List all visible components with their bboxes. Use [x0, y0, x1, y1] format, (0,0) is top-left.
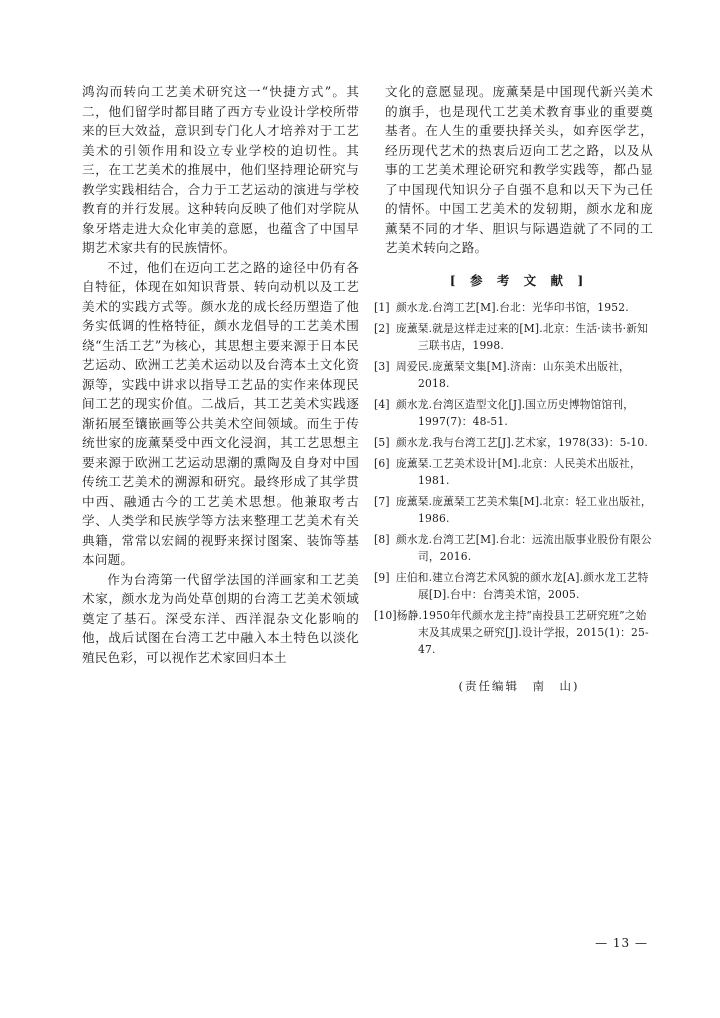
reference-item: [5] 颜水龙.我与台湾工艺[J].艺术家，1978(33)：5-10. [374, 435, 648, 449]
reference-number: [10] [374, 608, 397, 622]
body-paragraph-2: 不过，他们在迈向工艺之路的途径中仍有各自特征，体现在如知识背景、转向动机以及工艺美术的实践方式等。颜水龙的成长经历塑造了他务实低调的性格特征，颜水龙倡导的工艺美术围绕“生活工艺”为核心，其思想主要来源于日本民艺运动、欧洲工艺美术运动以及台湾本土文化资源等，实践中讲求以指导工艺品的实作来体现民间工艺的现实价值。二战后，其工艺美术实践逐渐拓展至镶嵌画等公共美术空间领域。而生于传统世家的庞薰琹受中西文化浸润，其工艺思想主要来源于欧洲工艺运动思潮的熏陶及自身对中国传统工艺美术的溯源和研究。最终形成了其学贯中西、融通古今的工艺美术思想。他兼取考古学、人类学和民族学等方法来整理工艺美术有关典籍，常常以宏阔的视野来探讨图案、装饰等基本问题。 [82, 259, 359, 567]
editor-note: (责任编辑 南 山) [458, 678, 580, 693]
body-paragraph-4: 文化的意愿显现。庞薰琹是中国现代新兴美术的旗手，也是现代工艺美术教育事业的重要奠基者。在人生的重要抉择关头，如弃医学艺，经历现代艺术的热衷后迈向工艺之路，以及从事的工艺美术理论研究和教学实践等，都凸显了中国现代知识分子自强不息和以天下为己任的情怀。中国工艺美术的发轫期，颜水龙和庞薰琹不同的才华、胆识与际遇造就了不同的工艺美术转向之路。 [385, 84, 653, 255]
reference-text: 庞薰琹.庞薰琹工艺美术集[M].北京：轻工业出版社，1986. [396, 494, 652, 525]
reference-item: [6] 庞薰琹.工艺美术设计[M].北京：人民美术出版社，1981. [374, 456, 641, 487]
reference-item [374, 607, 653, 658]
references-list [374, 299, 653, 658]
reference-text: 杨静.1950年代颜水龙主持“南投县工艺研究班”之始末及其成果之研究[J].设计学报，2015(1)：25-47. [396, 608, 649, 656]
reference-text: 周爱民.庞薰琹文集[M].济南：山东美术出版社，2018. [396, 359, 630, 390]
reference-item: [2] 庞薰琹.就是这样走过来的[M].北京：生活·读书·新知三联书店，1998. [374, 321, 649, 352]
reference-text: 庞薰琹.就是这样走过来的[M].北京：生活·读书·新知三联书店，1998. [396, 321, 649, 352]
reference-text: 庞薰琹.工艺美术设计[M].北京：人民美术出版社，1981. [396, 456, 641, 487]
right-column [374, 82, 653, 694]
reference-text: 颜水龙.台湾工艺[M].台北：光华印书馆，1952. [396, 300, 629, 314]
references-heading: [ 参 考 文 献 ] [449, 272, 589, 288]
reference-text: 颜水龙.台湾区造型文化[J].国立历史博物馆馆刊，1997(7)：48-51. [396, 397, 635, 428]
reference-text: 庄伯和.建立台湾艺术风貌的颜水龙[A].颜水龙工艺特展[D].台中：台湾美术馆，2005. [396, 570, 649, 601]
reference-item: [1] 颜水龙.台湾工艺[M].台北：光华印书馆，1952. [374, 300, 629, 314]
reference-item: [8] 颜水龙.台湾工艺[M].台北：远流出版事业股份有限公司，2016. [374, 532, 652, 563]
body-paragraph-1: 鸿沟而转向工艺美术研究这一“快捷方式”。其二，他们留学时都目睹了西方专业设计学校所带来的巨大效益，意识到专门化人才培养对于工艺美术的引领作用和设立专业学校的迫切性。其三，在工艺美术的推展中，他们坚持理论研究与教学实践相结合，合力于工艺运动的演进与学校教育的并行发展。这种转向反映了他们对学院从象牙塔走进大众化审美的意愿，也蕴含了中国早期艺术家共有的民族情怀。 [82, 84, 359, 255]
body-paragraph-3: 作为台湾第一代留学法国的洋画家和工艺美术家，颜水龙为尚处草创期的台湾工艺美术领域奠定了基石。深受东洋、西洋混杂文化影响的他，战后试图在台湾工艺中融入本土特色以淡化殖民色彩，可以视作艺术家回归本土 [82, 571, 359, 665]
page-number: — 13 — [595, 936, 648, 950]
left-column [82, 82, 359, 667]
reference-item: [3] 周爱民.庞薰琹文集[M].济南：山东美术出版社，2018. [374, 359, 630, 390]
reference-item: [9] 庄伯和.建立台湾艺术风貌的颜水龙[A].颜水龙工艺特展[D].台中：台湾美术馆，2005. [374, 570, 649, 601]
reference-text: 颜水龙.我与台湾工艺[J].艺术家，1978(33)：5-10. [396, 435, 648, 449]
reference-item: [7] 庞薰琹.庞薰琹工艺美术集[M].北京：轻工业出版社，1986. [374, 494, 652, 525]
reference-text: 颜水龙.台湾工艺[M].台北：远流出版事业股份有限公司，2016. [396, 532, 652, 563]
reference-item: [4] 颜水龙.台湾区造型文化[J].国立历史博物馆馆刊，1997(7)：48-51. [374, 397, 635, 428]
